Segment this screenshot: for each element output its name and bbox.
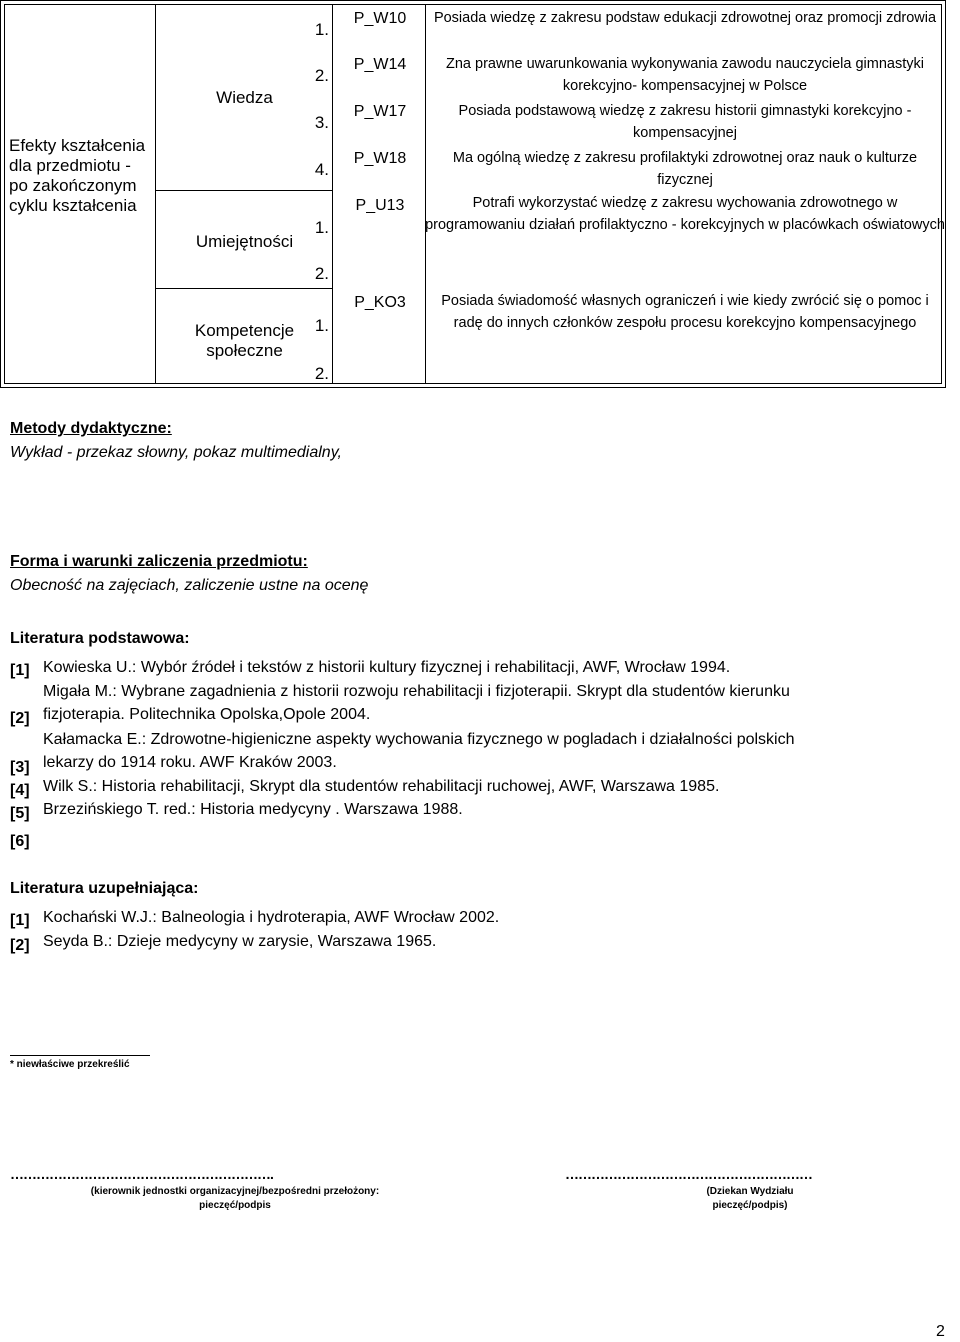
outcome-code: P_W10 — [353, 10, 407, 27]
row-number: 1. — [314, 20, 329, 39]
table-divider — [332, 4, 333, 384]
outcome-description: Posiada świadomość własnych ograniczeń i wie kiedy zwrócić się o pomoc i radę do innych członków zespołu procesu korekcyjno kompensacyjnego — [441, 293, 929, 331]
literature-basic-heading: Literatura podstawowa: — [10, 630, 190, 647]
row-number: 1. — [314, 218, 329, 237]
reference-text: Seyda B.: Dzieje medycyny w zarysie, Warszawa 1965. — [43, 933, 437, 950]
reference-text: Kowieska U.: Wybór źródeł i tekstów z historii kultury fizycznej i rehabilitacji, AWF, Wrocław 1994. — [43, 659, 731, 676]
signature-caption-left: (kierownik jednostki organizacyjnej/bezpośredni przełożony: — [90, 1186, 380, 1197]
methods-text: Wykład - przekaz słowny, pokaz multimedialny, — [10, 444, 342, 461]
signature-caption-right: pieczęć/podpis) — [712, 1200, 788, 1211]
page-number: 2 — [936, 1323, 945, 1340]
reference-number: [2] — [10, 710, 30, 727]
row-number: 1. — [314, 316, 329, 335]
outcome-description: Posiada wiedzę z zakresu podstaw edukacji zdrowotnej oraz promocji zdrowia — [433, 10, 937, 26]
reference-text: Migała M.: Wybrane zagadnienia z historii rozwoju rehabilitacji i fizjoterapii. Skrypt dla studentów kierunku — [43, 683, 790, 700]
outcome-description: Zna prawne uwarunkowania wykonywania zawodu nauczyciela gimnastyki korekcyjno- kompensacyjnej w Polsce — [446, 56, 924, 94]
signature-caption-right: (Dziekan Wydziału — [706, 1186, 794, 1197]
footnote-rule — [10, 1055, 150, 1056]
outcome-code: P_W18 — [353, 150, 407, 167]
group-kompetencje: Kompetencje społeczne — [194, 321, 295, 360]
reference-text: lekarzy do 1914 roku. AWF Kraków 2003. — [43, 754, 337, 771]
row-number: 2. — [314, 66, 329, 85]
outcome-description: Ma ogólną wiedzę z zakresu profilaktyki zdrowotnej oraz nauk o kulturze fizycznej — [452, 150, 918, 188]
category-label: Efekty kształcenia dla przedmiotu - po zakończonym cyklu kształcenia — [9, 136, 146, 215]
signature-line-left: ……………………………………………………. — [10, 1166, 273, 1182]
outcome-code: P_U13 — [355, 197, 405, 214]
reference-number: [1] — [10, 662, 30, 679]
reference-number: [6] — [10, 833, 30, 850]
table-row-divider — [155, 190, 332, 191]
reference-text: fizjoterapia. Politechnika Opolska,Opole 2004. — [43, 706, 371, 723]
reference-text: Wilk S.: Historia rehabilitacji, Skrypt dla studentów rehabilitacji ruchowej, AWF, Warszawa 1985. — [43, 778, 720, 795]
reference-number: [5] — [10, 805, 30, 822]
methods-heading: Metody dydaktyczne: — [10, 420, 172, 437]
table-divider — [155, 4, 156, 384]
reference-text: Kochański W.J.: Balneologia i hydroterapia, AWF Wrocław 2002. — [43, 909, 500, 926]
footnote: * niewłaściwe przekreślić — [10, 1059, 130, 1070]
reference-number: [1] — [10, 912, 30, 929]
reference-text: Kałamacka E.: Zdrowotne-higieniczne aspekty wychowania fizycznego w pogladach i działalności polskich — [43, 731, 795, 748]
group-umiejetnosci: Umiejętności — [195, 232, 294, 251]
row-number: 4. — [314, 160, 329, 179]
outcome-code: P_W14 — [353, 56, 407, 73]
reference-text: Brzezińskiego T. red.: Historia medycyny . Warszawa 1988. — [43, 801, 463, 818]
assessment-heading: Forma i warunki zaliczenia przedmiotu: — [10, 553, 308, 570]
signature-line-right: ………………………………………………… — [565, 1166, 812, 1182]
row-number: 2. — [314, 364, 329, 383]
row-number: 3. — [314, 113, 329, 132]
outcome-description: Potrafi wykorzystać wiedzę z zakresu wychowania zdrowotnego w programowaniu działań profilaktyczno - korekcyjnych w placówkach oświatowych — [425, 195, 945, 233]
reference-number: [2] — [10, 937, 30, 954]
outcome-description: Posiada podstawową wiedzę z zakresu historii gimnastyki korekcyjno - kompensacyjnej — [458, 103, 912, 141]
assessment-text: Obecność na zajęciach, zaliczenie ustne na ocenę — [10, 577, 369, 594]
outcome-code: P_KO3 — [354, 294, 406, 311]
table-row-divider — [155, 288, 332, 289]
row-number: 2. — [314, 264, 329, 283]
outcome-code: P_W17 — [353, 103, 407, 120]
reference-number: [3] — [10, 759, 30, 776]
group-wiedza: Wiedza — [216, 88, 273, 107]
literature-extra-heading: Literatura uzupełniająca: — [10, 880, 199, 897]
reference-number: [4] — [10, 782, 30, 799]
signature-caption-left: pieczęć/podpis — [199, 1200, 271, 1211]
